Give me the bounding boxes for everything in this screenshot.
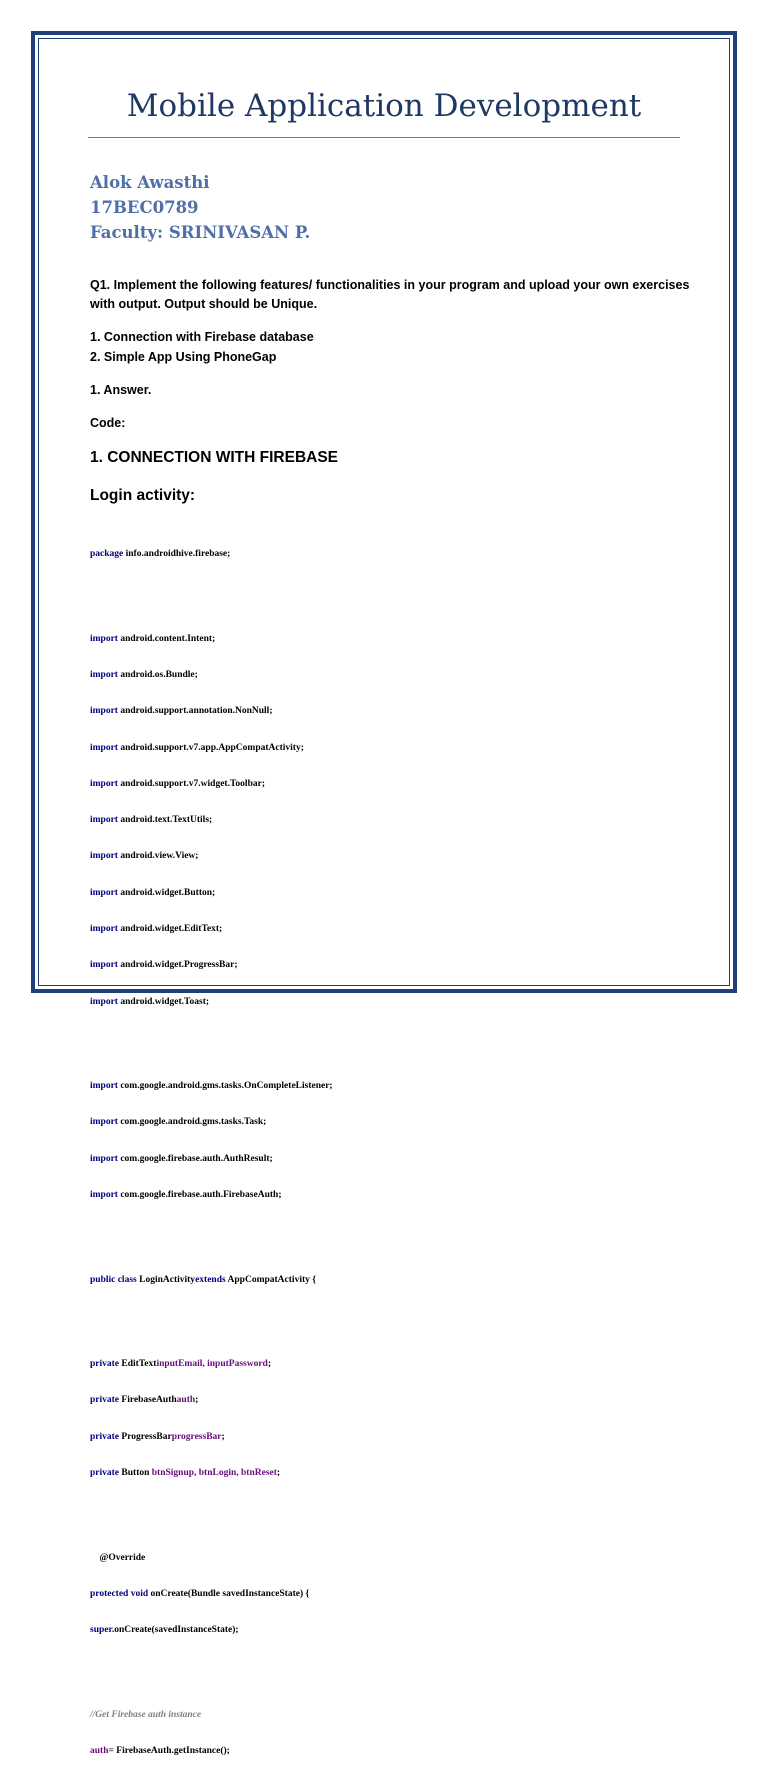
code-field: progressBar: [171, 1431, 222, 1442]
code-line-import: [90, 814, 333, 826]
code-keyword: import: [90, 742, 118, 753]
code-line-assign: [90, 1745, 333, 1757]
code-text: com.google.android.gms.tasks.OnCompleteListener;: [117, 1081, 333, 1092]
author-block: [90, 170, 310, 245]
code-line-import: [90, 1080, 333, 1092]
code-line-import: [90, 669, 333, 681]
code-text: LoginActivity: [136, 1274, 196, 1285]
code-text: info.androidhive.firebase;: [123, 549, 231, 560]
document-title: Mobile Application Development: [126, 88, 642, 124]
code-text: com.google.firebase.auth.FirebaseAuth;: [117, 1189, 282, 1200]
code-text: AppCompatActivity {: [225, 1274, 316, 1285]
code-line-import: [90, 1153, 333, 1165]
code-keyword: import: [90, 996, 118, 1007]
code-keyword: import: [90, 1153, 118, 1164]
code-field: auth: [176, 1395, 196, 1406]
code-keyword: public class: [90, 1274, 137, 1285]
code-line-class: [90, 1274, 333, 1286]
code-line-import: [90, 923, 333, 935]
code-keyword: import: [90, 1117, 118, 1128]
code-keyword: import: [90, 887, 118, 898]
code-text: ProgressBar: [119, 1431, 172, 1442]
code-keyword: import: [90, 670, 118, 681]
title-underline: [88, 137, 680, 138]
code-text: android.support.v7.app.AppCompatActivity;: [117, 742, 304, 753]
code-keyword: import: [90, 851, 118, 862]
code-keyword: private: [90, 1431, 120, 1442]
code-text: .onCreate(savedInstanceState);: [111, 1625, 239, 1636]
code-keyword: private: [90, 1359, 120, 1370]
code-line-import: [90, 850, 333, 862]
code-line-field: private Button btnSignup, btnLogin, btnReset;: [90, 1467, 281, 1478]
code-text: android.widget.Button;: [117, 887, 216, 898]
code-keyword: import: [90, 1189, 118, 1200]
question-item-2: 2. Simple App Using PhoneGap: [90, 350, 277, 364]
code-keyword: extends: [195, 1274, 226, 1285]
code-line-import: [90, 887, 333, 899]
code-line-import: [90, 778, 333, 790]
code-field: btnSignup, btnLogin, btnReset: [151, 1467, 277, 1478]
registration-number: 17BEC0789: [90, 198, 199, 217]
code-keyword: package: [90, 549, 124, 560]
code-text: android.widget.EditText;: [117, 924, 223, 934]
code-field: inputEmail, inputPassword: [156, 1359, 268, 1370]
code-line-import: [90, 1116, 333, 1128]
code-line-field: private EditTextinputEmail, inputPassword;: [90, 1359, 272, 1370]
code-line-comment: //Get Firebase auth instance: [90, 1709, 202, 1720]
code-text: android.content.Intent;: [117, 633, 216, 644]
code-line-super: [90, 1624, 333, 1636]
code-line-field: private ProgressBarprogressBar;: [90, 1431, 225, 1442]
subsection-heading: Login activity:: [90, 487, 196, 504]
code-text: android.support.annotation.NonNull;: [117, 706, 273, 717]
code-text: = FirebaseAuth.getInstance();: [108, 1745, 230, 1756]
code-line-package: [90, 548, 333, 560]
question-item-1: 1. Connection with Firebase database: [90, 330, 314, 344]
code-line-import: [90, 705, 333, 717]
code-keyword: import: [90, 1081, 118, 1092]
code-keyword: import: [90, 960, 118, 971]
code-line-import: [90, 742, 333, 754]
code-line-field: private FirebaseAuthauth;: [90, 1395, 199, 1406]
code-keyword: import: [90, 778, 118, 789]
code-keyword: import: [90, 633, 118, 644]
author-name: Alok Awasthi: [90, 173, 210, 192]
code-keyword: import: [90, 815, 118, 826]
section-heading: 1. CONNECTION WITH FIREBASE: [90, 449, 339, 466]
code-text: android.view.View;: [117, 851, 199, 862]
code-field: auth: [90, 1745, 109, 1756]
faculty-name: Faculty: SRINIVASAN P.: [90, 223, 311, 242]
code-text: android.support.v7.widget.Toolbar;: [117, 778, 265, 789]
question-line-2: with output. Output should be Unique.: [90, 297, 318, 311]
code-text: android.text.TextUtils;: [117, 815, 213, 826]
code-keyword: super: [90, 1625, 112, 1636]
code-line-import: [90, 633, 333, 645]
code-text: android.widget.ProgressBar;: [117, 960, 238, 971]
question-line-1: Q1. Implement the following features/ functionalities in your program and upload your own exercises: [90, 278, 690, 292]
code-text: android.widget.Toast;: [117, 996, 210, 1007]
code-keyword: import: [90, 924, 118, 934]
code-line-import: [90, 1189, 333, 1201]
code-text: com.google.firebase.auth.AuthResult;: [117, 1153, 273, 1164]
code-line-annotation: @Override: [90, 1552, 146, 1563]
code-line-method: [90, 1588, 333, 1600]
code-block: [90, 524, 333, 1769]
code-text: Button: [119, 1467, 152, 1478]
code-text: onCreate(Bundle savedInstanceState) {: [148, 1588, 310, 1599]
code-keyword: private: [90, 1395, 120, 1406]
code-keyword: protected void: [90, 1588, 149, 1599]
code-text: FirebaseAuth: [119, 1395, 177, 1406]
code-text: android.os.Bundle;: [117, 670, 198, 681]
answer-label: 1. Answer.: [90, 383, 152, 397]
code-text: EditText: [119, 1359, 157, 1370]
code-line-import: [90, 996, 333, 1008]
code-line-import: [90, 959, 333, 971]
code-keyword: private: [90, 1467, 120, 1478]
code-text: com.google.android.gms.tasks.Task;: [117, 1117, 267, 1128]
code-label: Code:: [90, 416, 126, 430]
code-keyword: import: [90, 706, 118, 717]
